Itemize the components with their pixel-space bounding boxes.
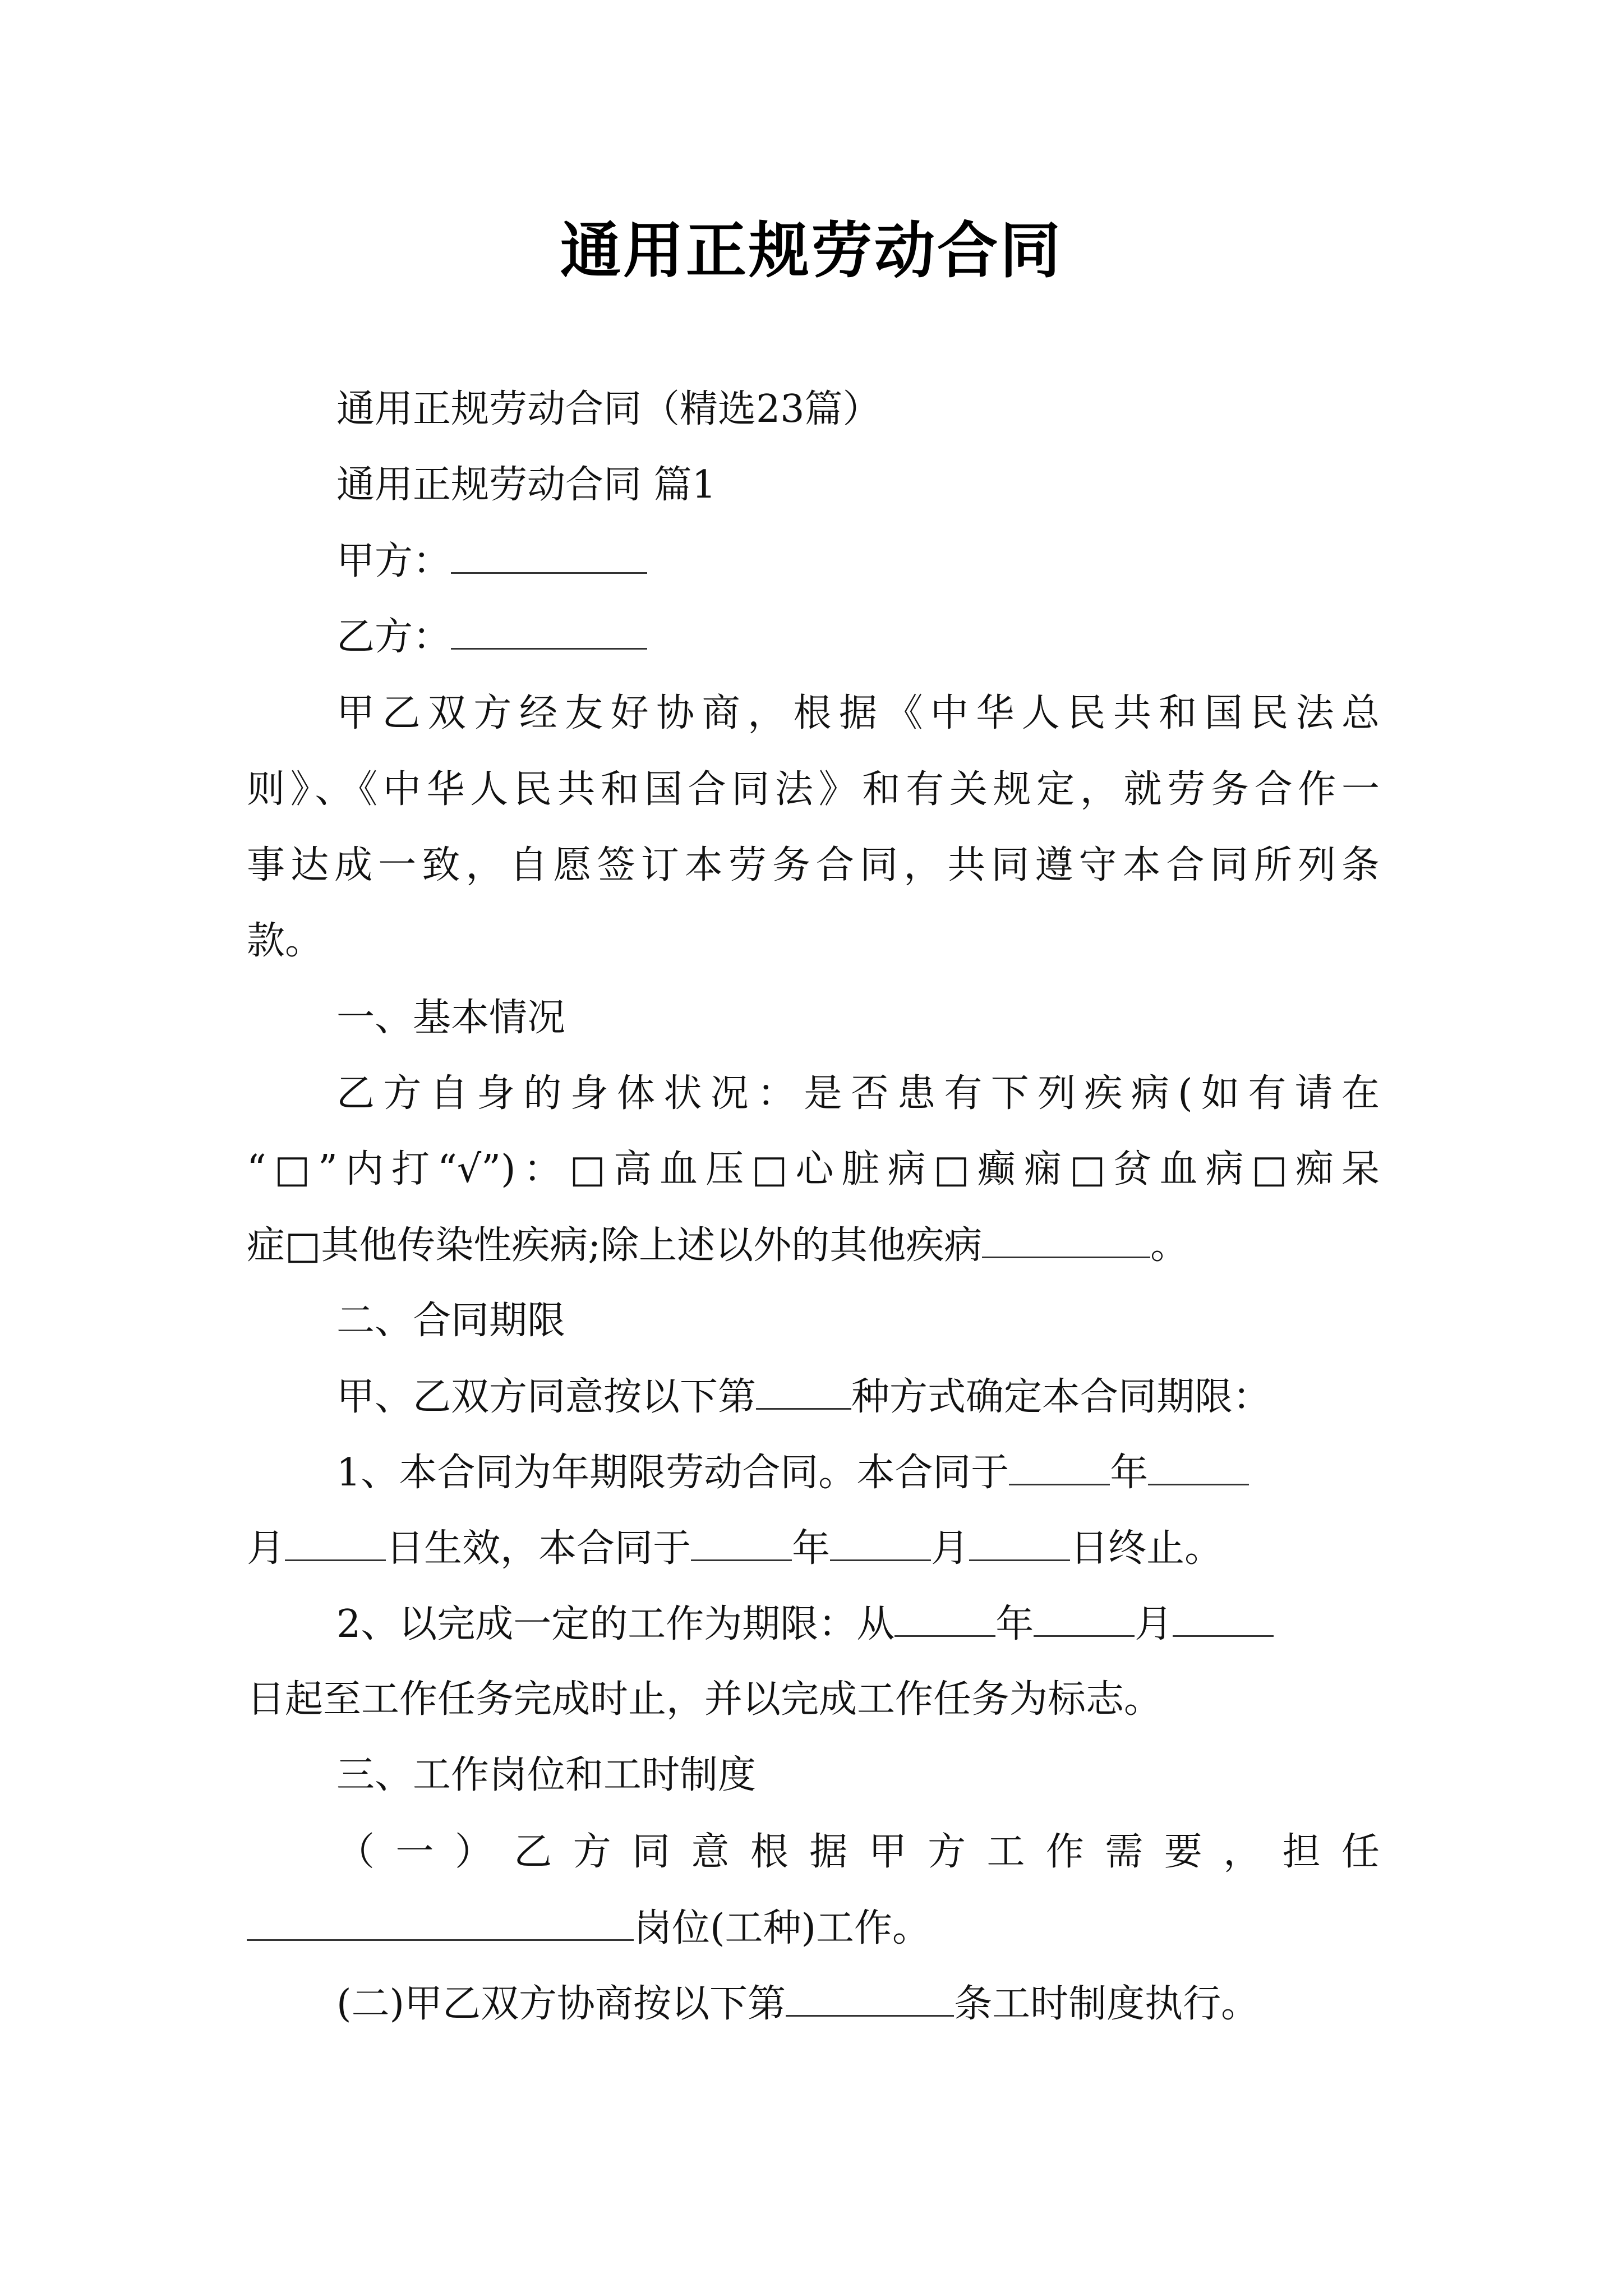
party-a-blank[interactable] [451, 539, 647, 574]
paragraph-line: 款。 [247, 919, 324, 963]
fixed-term-line [336, 1450, 1380, 1496]
position-line: （一）乙方同意根据甲方工作需要，担任 [336, 1830, 1380, 1874]
task-month-blank[interactable] [1034, 1602, 1135, 1637]
month-label: 月 [931, 1526, 970, 1571]
position-text: 岗位(工种)工作。 [634, 1906, 931, 1950]
paragraph-line: 事达成一致，自愿签订本劳务合同，共同遵守本合同所列条 [247, 843, 1380, 887]
disease-blank[interactable] [982, 1223, 1150, 1258]
termination-text: 日终止。 [1070, 1526, 1223, 1571]
end-year-blank[interactable] [691, 1526, 792, 1561]
disease-text: 症□其他传染性疾病;除上述以外的其他疾病 [247, 1223, 983, 1268]
position-blank[interactable] [247, 1906, 634, 1941]
task-year-blank[interactable] [895, 1602, 995, 1637]
party-a-label: 甲方： [336, 539, 451, 583]
month-label: 月 [1135, 1602, 1173, 1646]
start-day-blank[interactable] [285, 1526, 386, 1561]
hours-system-text: (二)甲乙双方协商按以下第 [336, 1982, 786, 2026]
fixed-term-text: 1、本合同为年期限劳动合同。本合同于 [336, 1451, 1009, 1495]
year-label: 年 [792, 1526, 831, 1571]
month-label: 月 [247, 1526, 285, 1571]
heading-position-hours: 三、工作岗位和工时制度 [336, 1753, 757, 1797]
task-day-blank[interactable] [1173, 1602, 1274, 1637]
section-heading-line: 通用正规劳动合同 篇1 [336, 463, 716, 507]
hours-system-line [336, 1981, 1380, 2027]
term-method-blank[interactable] [756, 1374, 851, 1410]
year-label: 年 [995, 1602, 1034, 1646]
task-term-line-2: 日起至工作任务完成时止，并以完成工作任务为标志。 [247, 1677, 1163, 1722]
period-text: 。 [1150, 1223, 1189, 1268]
start-year-blank[interactable] [1009, 1450, 1110, 1485]
term-method-text: 甲、乙双方同意按以下第 [336, 1375, 757, 1419]
heading-basic-info: 一、基本情况 [336, 996, 566, 1040]
fixed-term-line-2 [247, 1526, 1380, 1571]
term-method-line [336, 1374, 1380, 1420]
task-term-text: 2、以完成一定的工作为期限：从 [336, 1602, 895, 1646]
start-month-blank[interactable] [1148, 1450, 1249, 1485]
party-b-blank[interactable] [451, 614, 647, 650]
term-method-text-2: 种方式确定本合同期限： [851, 1375, 1271, 1419]
heading-contract-term: 二、合同期限 [336, 1299, 566, 1343]
position-line-2 [247, 1906, 1380, 1951]
end-day-blank[interactable] [969, 1526, 1070, 1561]
hours-system-blank[interactable] [786, 1981, 954, 2017]
paragraph-line: 乙方自身的身体状况：是否患有下列疾病(如有请在 [336, 1071, 1380, 1116]
disease-line [247, 1223, 1380, 1268]
paragraph-line: 甲乙双方经友好协商，根据《中华人民共和国民法总 [336, 691, 1380, 735]
party-a-line [336, 539, 1380, 584]
party-b-label: 乙方： [336, 615, 451, 659]
task-term-line [336, 1602, 1380, 1647]
paragraph-line: 则》、《中华人民共和国合同法》和有关规定，就劳务合作一 [247, 767, 1380, 812]
party-b-line [336, 614, 1380, 660]
subtitle-line: 通用正规劳动合同（精选23篇） [336, 387, 881, 431]
document-title: 通用正规劳动合同 [560, 215, 1063, 286]
end-month-blank[interactable] [830, 1526, 931, 1561]
hours-system-text-2: 条工时制度执行。 [954, 1982, 1260, 2026]
effective-text: 日生效，本合同于 [386, 1526, 691, 1571]
checkbox-line: “□”内打“√”)：□高血压□心脏病□癫痫□贫血病□痴呆 [247, 1147, 1380, 1191]
year-label: 年 [1110, 1451, 1149, 1495]
